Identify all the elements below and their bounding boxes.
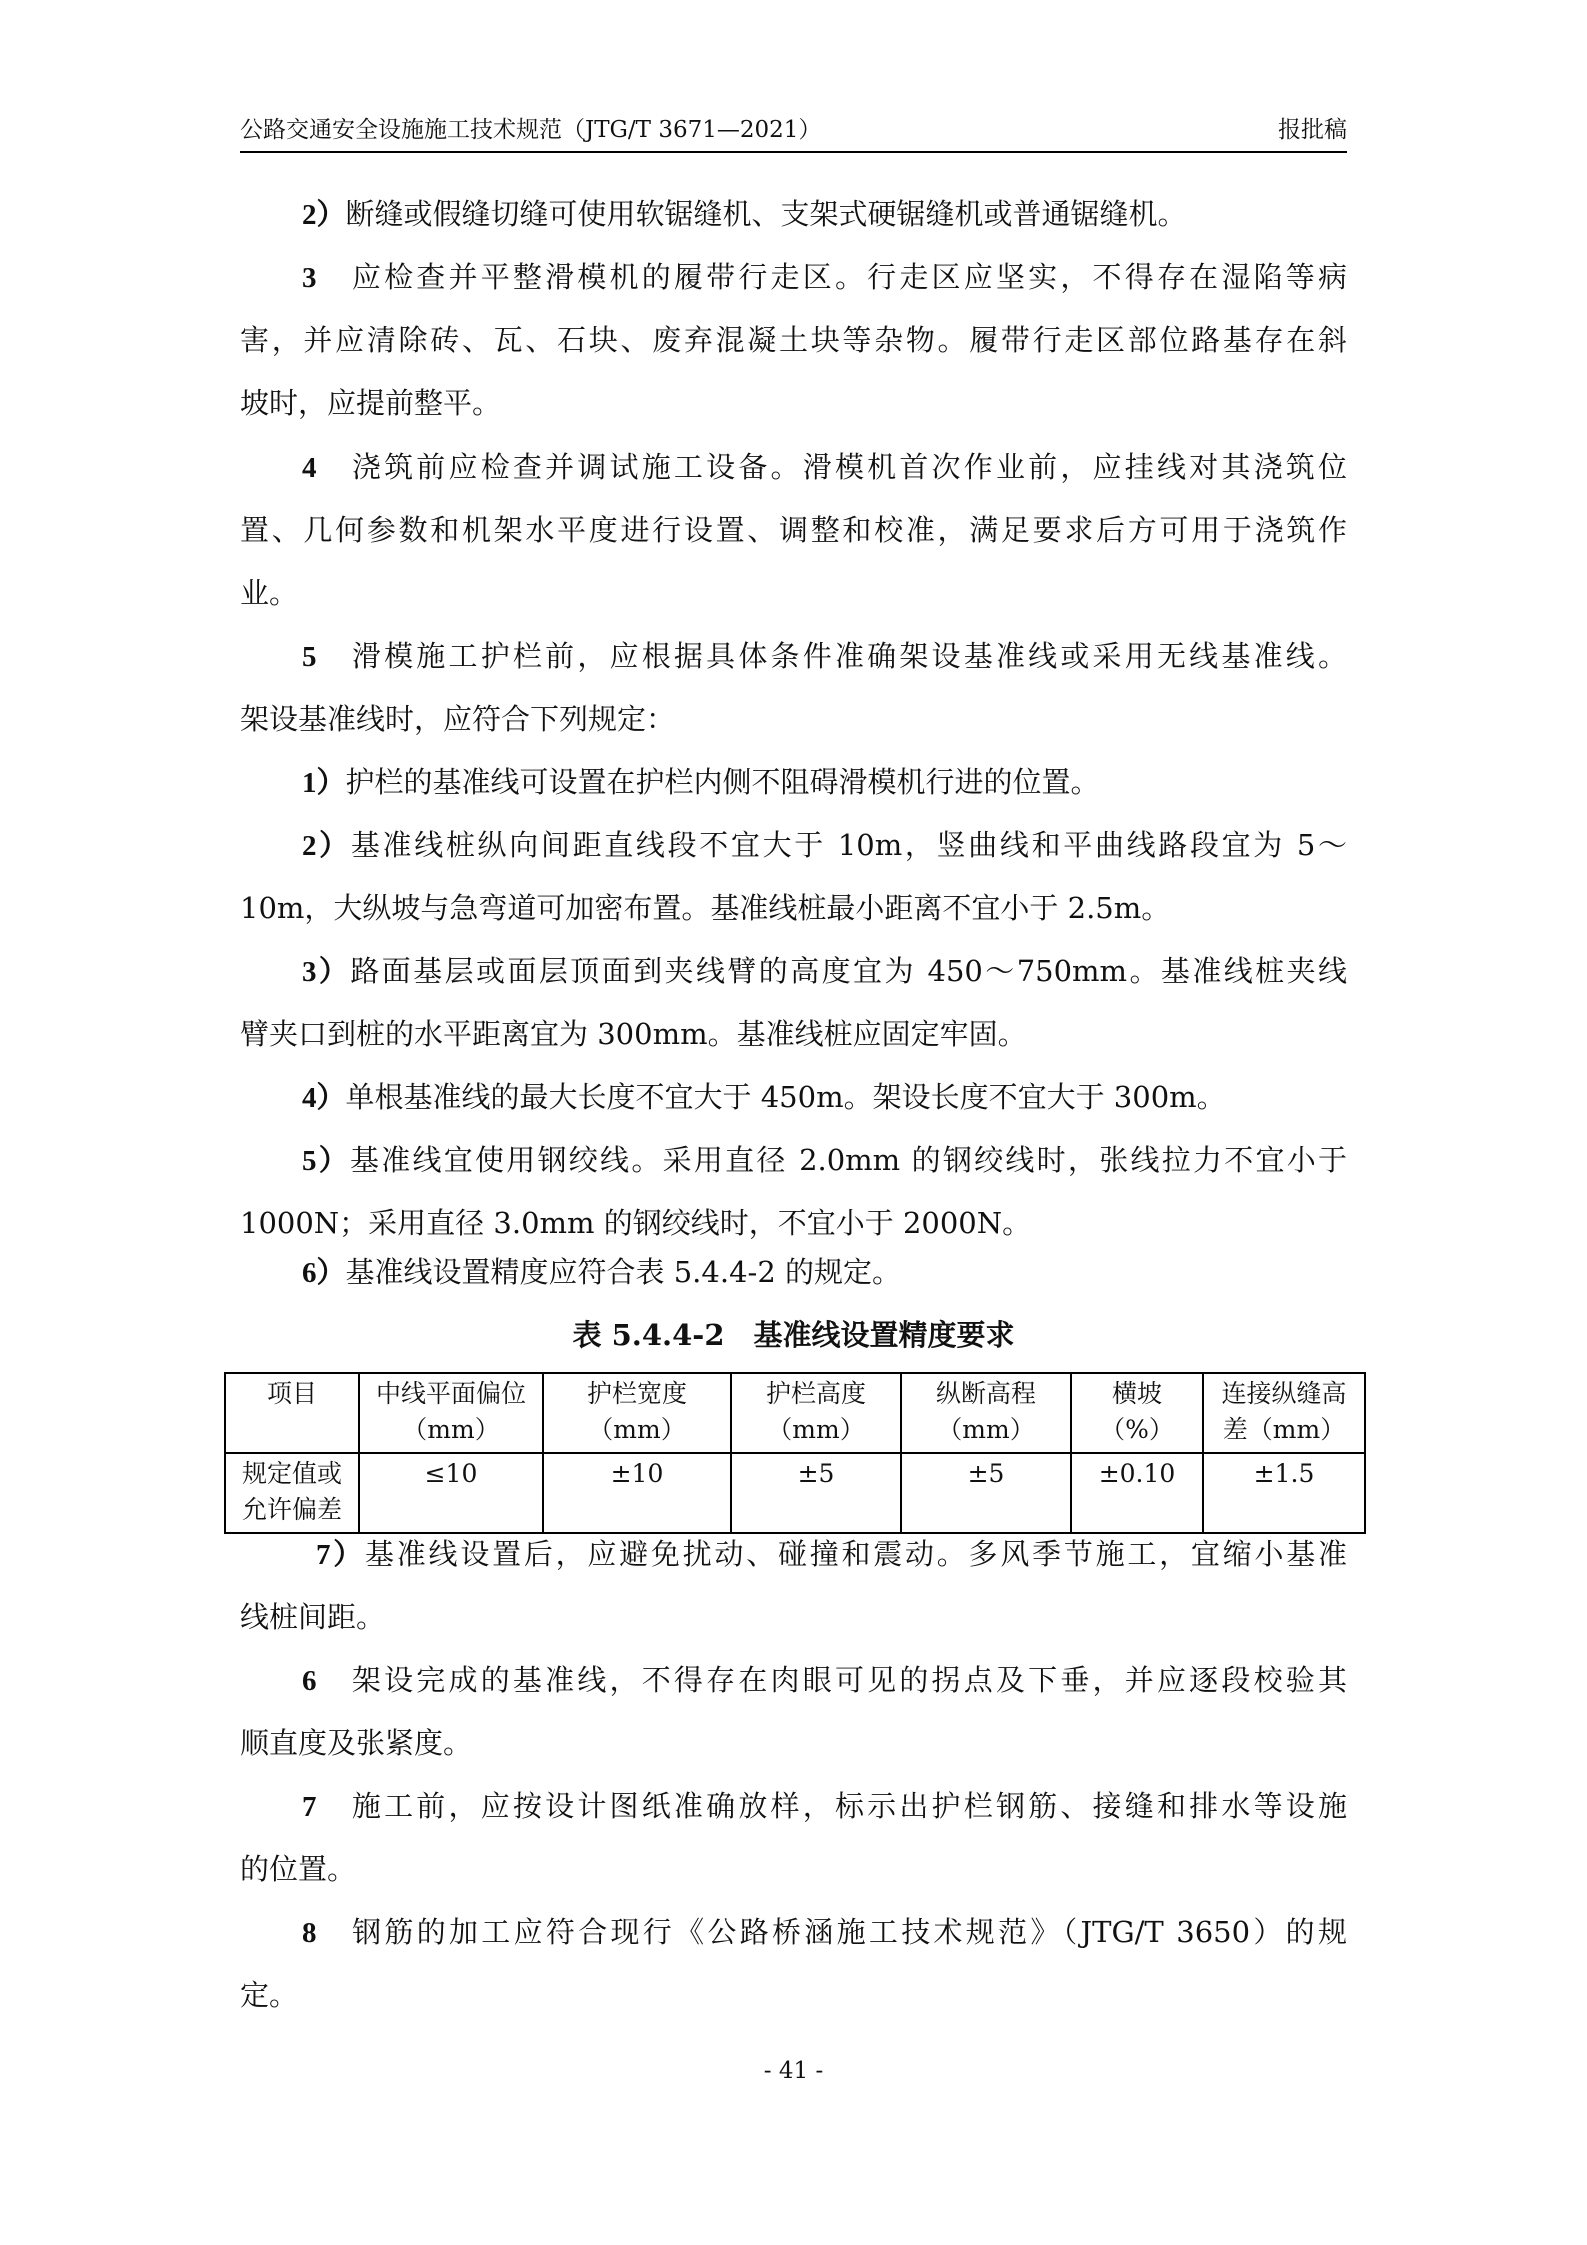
- item-text: 路面基层或面层顶面到夹线臂的高度宜为 450～750mm。基准线桩夹线: [350, 954, 1347, 988]
- clause-text: 架设完成的基准线，不得存在肉眼可见的拐点及下垂，并应逐段校验其: [351, 1663, 1347, 1697]
- table-row: [225, 1453, 1365, 1533]
- clause-text: 钢筋的加工应符合现行《公路桥涵施工技术规范》（JTG/T 3650）的规: [352, 1915, 1347, 1949]
- item-number: 5）: [302, 1145, 351, 1177]
- header-status: 报批稿: [1278, 117, 1347, 143]
- clause-number: 4: [302, 452, 317, 484]
- clause-8-line-1: [302, 1910, 1347, 1951]
- clause-4-line-3: 业。: [240, 576, 299, 610]
- item-number: 2）: [302, 830, 351, 862]
- list-item-7-line-2: 线桩间距。: [240, 1600, 386, 1634]
- table-header-row: [225, 1373, 1365, 1453]
- clause-number: 5: [302, 641, 317, 673]
- item-text: 单根基准线的最大长度不宜大于 450m。架设长度不宜大于 300m。: [345, 1080, 1226, 1114]
- clause-number: 6: [302, 1665, 317, 1697]
- item-text: 基准线宜使用钢绞线。采用直径 2.0mm 的钢绞线时，张线拉力不宜小于: [350, 1143, 1347, 1177]
- value-cell: ±5: [731, 1453, 901, 1533]
- clause-7-line-1: [302, 1784, 1347, 1825]
- item-number: 4）: [302, 1082, 346, 1114]
- list-item-3-line-1: [302, 949, 1347, 990]
- precision-table: [224, 1372, 1366, 1534]
- clause-text: 施工前，应按设计图纸准确放样，标示出护栏钢筋、接缝和排水等设施: [351, 1789, 1347, 1823]
- item-number: 2）: [302, 199, 346, 231]
- list-item-2b-line-1: [302, 823, 1347, 864]
- header-cell: 中线平面偏位 （mm）: [359, 1373, 543, 1453]
- item-text: 基准线设置精度应符合表 5.4.4-2 的规定。: [345, 1255, 901, 1289]
- header-cell: 横坡 （%）: [1071, 1373, 1203, 1453]
- header-title: 公路交通安全设施施工技术规范（JTG/T 3671—2021）: [240, 117, 822, 143]
- clause-text: 应检查并平整滑模机的履带行走区。行走区应坚实，不得存在湿陷等病: [351, 260, 1347, 294]
- value-cell: ±1.5: [1203, 1453, 1365, 1533]
- item-number: 1）: [302, 767, 346, 799]
- item-number: 3）: [302, 956, 351, 988]
- header-rule: [240, 151, 1347, 153]
- clause-3-line-2: 害，并应清除砖、瓦、石块、废弃混凝土块等杂物。履带行走区部位路基存在斜: [240, 323, 1347, 357]
- table-caption: 表 5.4.4-2 基准线设置精度要求: [572, 1318, 1015, 1352]
- header-cell: 护栏高度 （mm）: [731, 1373, 901, 1453]
- list-item-5-line-1: [302, 1138, 1347, 1179]
- row-label-cell: 规定值或 允许偏差: [225, 1453, 359, 1533]
- clause-5-line-2: 架设基准线时，应符合下列规定：: [240, 702, 676, 736]
- header-cell: 项目: [225, 1373, 359, 1453]
- item-text: 基准线设置后，应避免扰动、碰撞和震动。多风季节施工，宜缩小基准: [365, 1537, 1347, 1571]
- clause-6-line-1: [302, 1658, 1347, 1699]
- clause-text: 浇筑前应检查并调试施工设备。滑模机首次作业前，应挂线对其浇筑位: [351, 450, 1347, 484]
- value-cell: ≤10: [359, 1453, 543, 1533]
- clause-6-line-2: 顺直度及张紧度。: [240, 1726, 473, 1760]
- value-cell: ±0.10: [1071, 1453, 1203, 1533]
- list-item-4: [302, 1075, 1347, 1116]
- item-number: 6）: [302, 1257, 346, 1289]
- clause-7-line-2: 的位置。: [240, 1852, 357, 1886]
- item-text: 护栏的基准线可设置在护栏内侧不阻碍滑模机行进的位置。: [345, 765, 1100, 799]
- list-item-5-line-2: 1000N；采用直径 3.0mm 的钢绞线时，不宜小于 2000N。: [240, 1206, 1032, 1240]
- running-header: [240, 110, 1347, 150]
- list-item-7-line-1: [316, 1532, 1347, 1573]
- header-cell: 纵断高程 （mm）: [901, 1373, 1071, 1453]
- clause-number: 8: [302, 1917, 317, 1949]
- list-item-2: [302, 192, 1347, 233]
- item-number: 7）: [316, 1539, 366, 1571]
- item-text: 断缝或假缝切缝可使用软锯缝机、支架式硬锯缝机或普通锯缝机。: [345, 197, 1187, 231]
- list-item-3-line-2: 臂夹口到桩的水平距离宜为 300mm。基准线桩应固定牢固。: [240, 1017, 1027, 1051]
- value-cell: ±5: [901, 1453, 1071, 1533]
- clause-4-line-1: [302, 445, 1347, 486]
- clause-3-line-1: [302, 255, 1347, 296]
- clause-number: 7: [302, 1791, 317, 1823]
- clause-text: 滑模施工护栏前，应根据具体条件准确架设基准线或采用无线基准线。: [351, 639, 1347, 673]
- list-item-1: [302, 760, 1347, 801]
- page-number: - 41 -: [763, 2058, 824, 2084]
- header-cell: 护栏宽度 （mm）: [543, 1373, 731, 1453]
- clause-number: 3: [302, 262, 317, 294]
- item-text: 基准线桩纵向间距直线段不宜大于 10m，竖曲线和平曲线路段宜为 5～: [350, 828, 1347, 862]
- list-item-2b-line-2: 10m，大纵坡与急弯道可加密布置。基准线桩最小距离不宜小于 2.5m。: [240, 891, 1171, 925]
- clause-3-line-3: 坡时，应提前整平。: [240, 386, 502, 420]
- clause-8-line-2: 定。: [240, 1978, 299, 2012]
- clause-5-line-1: [302, 634, 1347, 675]
- clause-4-line-2: 置、几何参数和机架水平度进行设置、调整和校准，满足要求后方可用于浇筑作: [240, 513, 1347, 547]
- value-cell: ±10: [543, 1453, 731, 1533]
- header-cell: 连接纵缝高 差（mm）: [1203, 1373, 1365, 1453]
- list-item-6: [302, 1250, 1347, 1291]
